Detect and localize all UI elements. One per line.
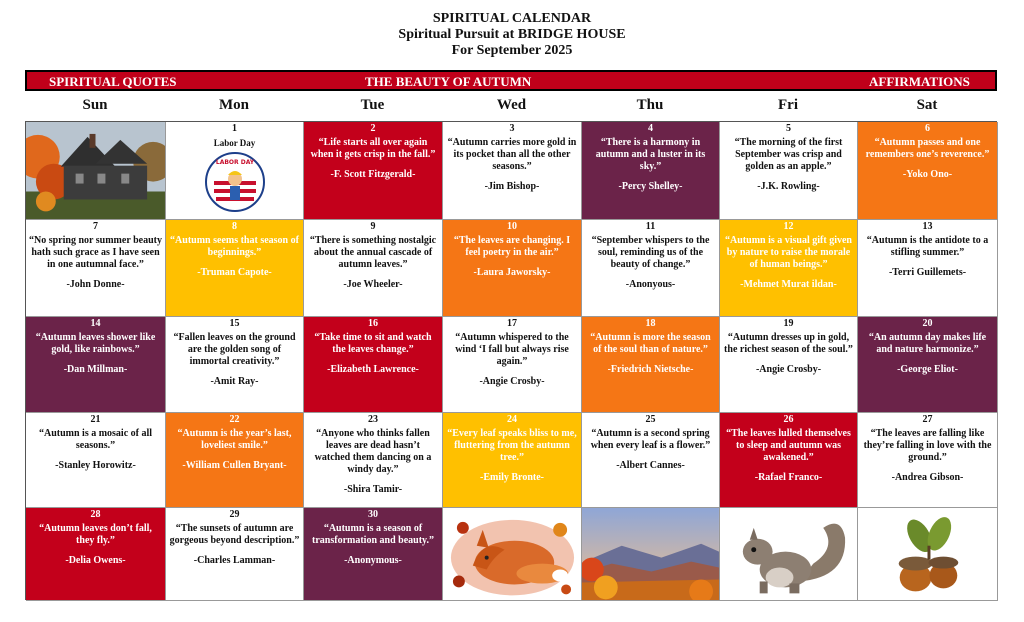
quote-author: -Stanley Horowitz-	[55, 460, 136, 471]
weekday-sun: Sun	[82, 97, 108, 113]
day-number: 13	[922, 221, 933, 232]
quote-author: -Terri Guillemets-	[888, 267, 967, 278]
image-cell-acorns	[858, 508, 998, 601]
quote-text: “Anyone who thinks fallen leaves are dead hasn’t watched them dancing on a windy day.”	[314, 428, 432, 475]
weekday-mon: Mon	[219, 97, 249, 113]
quote-text: “The morning of the first September was crisp and golden as an apple.”	[734, 137, 843, 172]
weekday-wed: Wed	[496, 97, 527, 113]
day-number: 1	[232, 123, 237, 134]
day-cell-2[interactable]	[304, 122, 443, 220]
day-number: 14	[90, 318, 101, 329]
quote-text: “Autumn is a mosaic of all seasons.”	[38, 428, 153, 451]
quote-author: -Amit Ray-	[210, 376, 259, 387]
quote-author: -John Donne-	[66, 279, 125, 290]
quote-text: “Take time to sit and watch the leaves change.”	[314, 332, 432, 355]
day-cell-9[interactable]	[304, 220, 443, 317]
quote-text: “No spring nor summer beauty hath such grace as I have seen in one autumnal face.”	[29, 235, 162, 270]
day-number: 15	[229, 318, 240, 329]
day-number: 20	[922, 318, 933, 329]
day-cell-27[interactable]	[858, 413, 998, 508]
quote-text: “Fallen leaves on the ground are the golden song of immortal creativity.”	[173, 332, 296, 367]
quote-author: -Andrea Gibson-	[891, 472, 964, 483]
quote-text: “September whispers to the soul, reminding us of the beauty of change.”	[591, 235, 710, 270]
day-number: 28	[90, 509, 101, 520]
autumn-mountains-image	[582, 508, 719, 600]
calendar-subtitle: Spiritual Pursuit at BRIDGE HOUSE	[398, 27, 626, 42]
quote-author: -Friedrich Nietsche-	[607, 364, 694, 375]
day-cell-28[interactable]	[26, 508, 166, 601]
day-cell-14[interactable]	[26, 317, 166, 413]
day-number: 5	[786, 123, 791, 134]
day-number: 27	[922, 414, 933, 425]
day-number: 6	[925, 123, 930, 134]
day-number: 2	[370, 123, 376, 134]
day-number: 19	[783, 318, 794, 329]
squirrel-image	[720, 508, 857, 600]
labor-day-badge-icon	[204, 151, 266, 213]
day-cell-26[interactable]	[720, 413, 858, 508]
quote-text: “Autumn is a season of transformation and beauty.”	[312, 523, 434, 546]
quote-text: “Autumn leaves don’t fall, they fly.”	[39, 523, 152, 546]
day-cell-7[interactable]	[26, 220, 166, 317]
day-cell-15[interactable]	[166, 317, 304, 413]
day-number: 10	[507, 221, 517, 232]
banner-middle-label: THE BEAUTY OF AUTUMN	[365, 74, 532, 89]
quote-author: -Charles Lamman-	[193, 555, 276, 566]
image-cell-squirrel	[720, 508, 858, 601]
day-cell-23[interactable]	[304, 413, 443, 508]
day-number: 24	[507, 414, 517, 425]
weekday-thu: Thu	[636, 97, 664, 113]
holiday-label: Labor Day	[213, 138, 256, 148]
acorns-image	[858, 508, 997, 600]
quote-author: -Percy Shelley-	[618, 181, 683, 192]
quote-author: -Jim Bishop-	[484, 181, 540, 192]
quote-author: -J.K. Rowling-	[757, 181, 820, 192]
calendar-period: For September 2025	[451, 43, 573, 58]
day-number: 18	[645, 318, 656, 329]
quote-text: “The leaves lulled themselves to sleep and autumn was awakened.”	[726, 428, 851, 463]
quote-text: “Autumn whispered to the wind ‘I fall but always rise again.”	[455, 332, 569, 367]
image-cell-mountains	[582, 508, 720, 601]
day-number: 7	[93, 221, 98, 232]
day-number: 11	[645, 221, 656, 232]
day-number: 4	[648, 123, 653, 134]
quote-text: “The leaves are changing. I feel poetry in the air.”	[453, 235, 571, 258]
quote-text: “Every leaf speaks bliss to me, fluttering from the autumn tree.”	[447, 428, 577, 463]
day-cell-18[interactable]	[582, 317, 720, 413]
day-cell-29[interactable]	[166, 508, 304, 601]
weekday-header	[25, 95, 997, 117]
quote-author: -Angie Crosby-	[755, 364, 822, 375]
quote-text: “The leaves are falling like they’re falling in love with the ground.”	[863, 428, 992, 463]
day-number: 23	[368, 414, 378, 425]
day-cell-5[interactable]	[720, 122, 858, 220]
day-number: 16	[368, 318, 378, 329]
quote-author: -Dan Millman-	[63, 364, 128, 375]
quote-author: -Anonymous-	[344, 555, 402, 566]
day-number: 22	[229, 414, 240, 425]
quote-text: “There is something nostalgic about the annual cascade of autumn leaves.”	[309, 235, 437, 270]
day-number: 25	[645, 414, 656, 425]
quote-author: -Joe Wheeler-	[343, 279, 403, 290]
quote-author: -Emily Bronte-	[480, 472, 544, 483]
quote-text: “Life starts all over again when it gets crisp in the fall.”	[310, 137, 436, 160]
day-number: 9	[370, 221, 376, 232]
quote-text: “There is a harmony in autumn and a luster in its sky.”	[595, 137, 706, 172]
fox-in-leaves-image	[443, 508, 581, 600]
calendar-header	[0, 11, 1024, 59]
quote-author: -Rafael Franco-	[754, 472, 823, 483]
quote-text: “An autumn day makes life and nature harmonize.”	[868, 332, 987, 355]
quote-author: -Truman Capote-	[197, 267, 272, 278]
weekday-fri: Fri	[778, 97, 798, 113]
autumn-house-image	[26, 122, 165, 219]
quote-author: -Yoko Ono-	[902, 169, 953, 180]
calendar-title: SPIRITUAL CALENDAR	[432, 11, 592, 26]
day-cell-1[interactable]	[166, 122, 304, 220]
quote-author: -Angie Crosby-	[479, 376, 545, 387]
quote-author: -Albert Cannes-	[616, 460, 685, 471]
weekday-tue: Tue	[360, 97, 385, 113]
banner-left-label: SPIRITUAL QUOTES	[49, 74, 177, 89]
quote-text: “Autumn carries more gold in its pocket than all the other seasons.”	[447, 137, 577, 172]
day-cell-17[interactable]	[443, 317, 582, 413]
day-cell-4[interactable]	[582, 122, 720, 220]
day-cell-3[interactable]	[443, 122, 582, 220]
day-cell-12[interactable]	[720, 220, 858, 317]
quote-author: -Shira Tamir-	[343, 484, 403, 495]
quote-author: -Delia Owens-	[65, 555, 126, 566]
labor-day-badge-text: LABOR DAY	[215, 159, 254, 166]
banner-right-label: AFFIRMATIONS	[869, 74, 970, 89]
quote-text: “Autumn is more the season of the soul than of nature.”	[590, 332, 711, 355]
quote-text: “The sunsets of autumn are gorgeous beyond description.”	[169, 523, 300, 546]
image-cell-fox	[443, 508, 582, 601]
day-number: 17	[507, 318, 517, 329]
day-number: 3	[509, 123, 515, 134]
day-cell-8[interactable]	[166, 220, 304, 317]
day-number: 12	[783, 221, 794, 232]
day-cell-22[interactable]	[166, 413, 304, 508]
day-cell-10[interactable]	[443, 220, 582, 317]
day-number: 30	[368, 509, 378, 520]
image-cell-house	[26, 122, 166, 220]
day-number: 29	[229, 509, 240, 520]
day-cell-30[interactable]	[304, 508, 443, 601]
quote-author: -George Eliot-	[897, 364, 958, 375]
quote-text: “Autumn leaves shower like gold, like rainbows.”	[35, 332, 156, 355]
day-cell-25[interactable]	[582, 413, 720, 508]
quote-author: -Laura Jaworsky-	[473, 267, 551, 278]
day-number: 8	[232, 221, 237, 232]
quote-author: -William Cullen Bryant-	[182, 460, 287, 471]
section-banner	[25, 70, 997, 91]
quote-text: “Autumn is a visual gift given by nature to raise the morale of human beings.”	[725, 235, 852, 270]
quote-text: “Autumn is a second spring when every leaf is a flower.”	[590, 428, 711, 451]
weekday-sat: Sat	[916, 97, 938, 113]
day-cell-19[interactable]	[720, 317, 858, 413]
day-cell-16[interactable]	[304, 317, 443, 413]
calendar-grid	[25, 121, 997, 600]
quote-author: -Mehmet Murat ildan-	[740, 279, 837, 290]
quote-author: -F. Scott Fitzgerald-	[330, 169, 416, 180]
day-cell-20[interactable]	[858, 317, 998, 413]
day-cell-6[interactable]	[858, 122, 998, 220]
day-cell-11[interactable]	[582, 220, 720, 317]
quote-text: “Autumn is the antidote to a stifling summer.”	[866, 235, 989, 258]
quote-author: -Elizabeth Lawrence-	[327, 364, 419, 375]
day-number: 21	[90, 414, 101, 425]
quote-author: -Anonyous-	[625, 279, 676, 290]
day-cell-13[interactable]	[858, 220, 998, 317]
day-cell-21[interactable]	[26, 413, 166, 508]
day-number: 26	[783, 414, 794, 425]
day-cell-24[interactable]	[443, 413, 582, 508]
quote-text: “Autumn seems that season of beginnings.”	[170, 235, 299, 258]
quote-text: “Autumn passes and one remembers one’s reverence.”	[865, 137, 990, 160]
quote-text: “Autumn is the year’s last, loveliest smile.”	[177, 428, 292, 451]
quote-text: “Autumn dresses up in gold, the richest season of the soul.”	[724, 332, 853, 355]
